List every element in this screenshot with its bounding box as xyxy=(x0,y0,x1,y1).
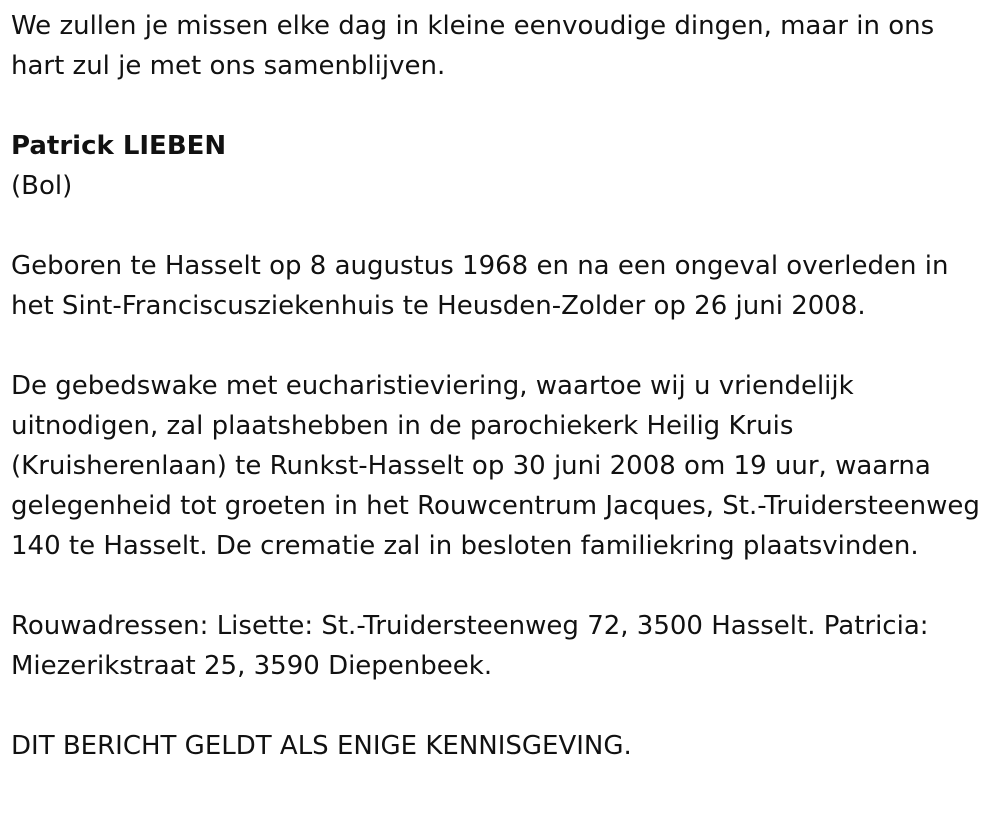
birth-death-text: Geboren te Hasselt op 8 augustus 1968 en na een ongeval overleden in het Sint-Franciscusziekenhuis te Heusden-Zolder op 26 juni 2008. xyxy=(11,251,949,321)
deceased-name: Patrick LIEBEN xyxy=(11,131,227,161)
deceased-nickname: (Bol) xyxy=(11,171,73,201)
deceased-block xyxy=(11,126,986,206)
ceremony-text: De gebedswake met eucharistieviering, waartoe wij u vriendelijk uitnodigen, zal plaatshebben in de parochiekerk Heilig Kruis (Kruisherenlaan) te Runkst-Hasselt op 30 juni 2008 om 19 uur, waarna gelegenheid tot groeten in het Rouwcentrum Jacques, St.-Truidersteenweg 140 te Hasselt. De crematie zal in besloten familiekring plaatsvinden. xyxy=(11,371,980,561)
closing-text: DIT BERICHT GELDT ALS ENIGE KENNISGEVING. xyxy=(11,731,632,761)
intro-text: We zullen je missen elke dag in kleine eenvoudige dingen, maar in ons hart zul je met ons samenblijven. xyxy=(11,11,935,81)
addresses-text: Rouwadressen: Lisette: St.-Truidersteenweg 72, 3500 Hasselt. Patricia: Miezerikstraat 25, 3590 Diepenbeek. xyxy=(11,611,929,681)
